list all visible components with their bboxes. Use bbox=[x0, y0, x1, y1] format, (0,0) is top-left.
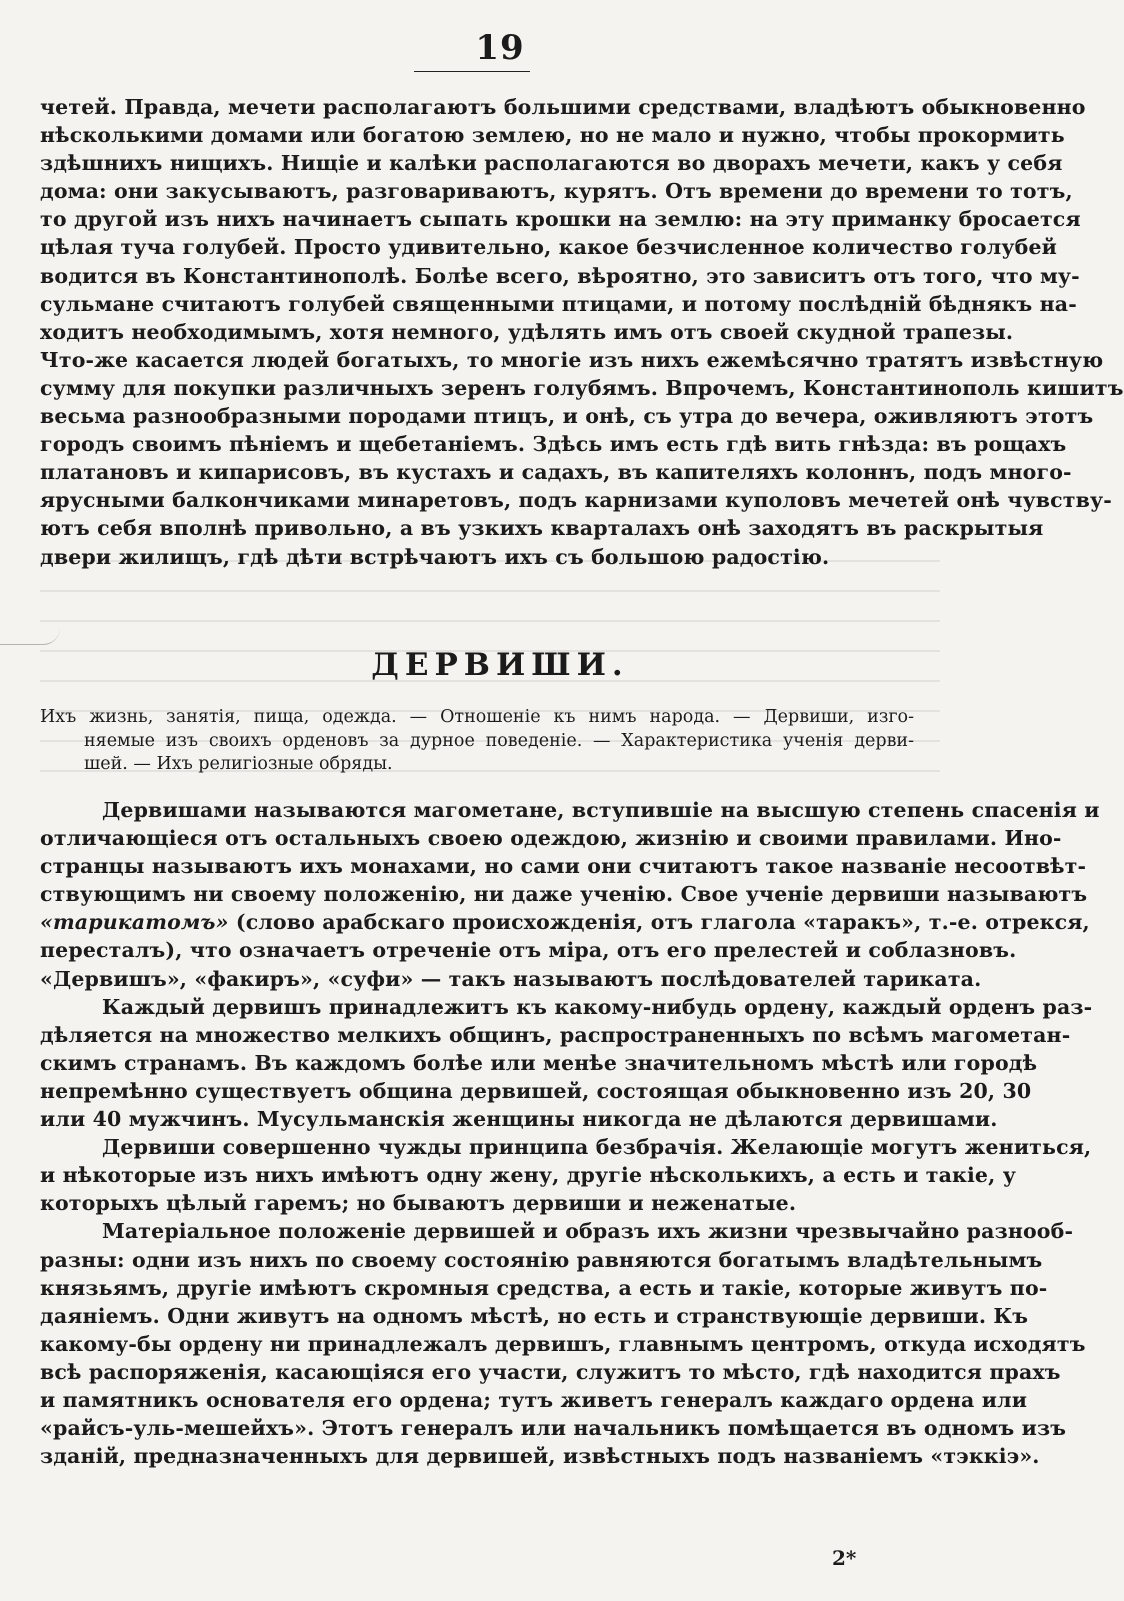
text-line: какому-бы ордену ни принадлежалъ дервишъ, главнымъ центромъ, откуда исходятъ bbox=[40, 1331, 1086, 1356]
term-continuation: (слово арабскаго происхожденія, отъ глагола «таракъ», т.-е. отрекся, bbox=[228, 910, 1090, 935]
text-line: скимъ странамъ. Въ каждомъ болѣе или менѣе значительномъ мѣстѣ или городѣ bbox=[40, 1050, 1038, 1075]
body-text bbox=[40, 796, 1100, 1470]
text-line: и нѣкоторые изъ нихъ имѣютъ одну жену, другіе нѣсколькихъ, а есть и такіе, у bbox=[40, 1163, 1016, 1188]
summary-line: няемые изъ своихъ орденовъ за дурное поведеніе. — Характеристика ученія дерви- bbox=[84, 730, 914, 751]
text-line: платановъ и кипарисовъ, въ кустахъ и садахъ, въ капителяхъ колоннъ, подъ много- bbox=[40, 460, 1072, 485]
italic-term: «тарикатомъ» bbox=[40, 910, 229, 935]
text-line: разны: одни изъ нихъ по своему состоянію равняются богатымъ владѣтельнымъ bbox=[40, 1247, 1043, 1272]
text-line: городъ своимъ пѣніемъ и щебетаніемъ. Здѣсь имъ есть гдѣ вить гнѣзда: въ рощахъ bbox=[40, 432, 1067, 457]
text-line: ярусными балкончиками минаретовъ, подъ карнизами куполовъ мечетей онѣ чувству- bbox=[40, 488, 1112, 513]
text-line: ютъ себя вполнѣ привольно, а въ узкихъ кварталахъ онѣ заходятъ въ раскрытыя bbox=[40, 516, 1044, 541]
text-line: «райсъ-уль-мешейхъ». Этотъ генералъ или начальникъ помѣщается въ одномъ изъ bbox=[40, 1416, 1067, 1441]
text-line: ходитъ необходимымъ, хотя немного, удѣлять имъ отъ своей скудной трапезы. bbox=[40, 319, 1014, 344]
text-line: двери жилищъ, гдѣ дѣти встрѣчаютъ ихъ съ большою радостію. bbox=[40, 544, 830, 569]
text-line: Что-же касается людей богатыхъ, то многіе изъ нихъ ежемѣсячно тратятъ извѣстную bbox=[40, 347, 1104, 372]
section-title: ДЕРВИШИ. bbox=[371, 647, 629, 683]
text-line: весьма разнообразными породами птицъ, и онѣ, съ утра до вечера, оживляютъ этотъ bbox=[40, 404, 1094, 429]
signature-mark: 2* bbox=[832, 1546, 857, 1570]
text-line: которыхъ цѣлый гаремъ; но бываютъ дервиши и неженатые. bbox=[40, 1191, 797, 1216]
top-paragraph bbox=[40, 93, 1124, 571]
text-line: сумму для покупки различныхъ зеренъ голубямъ. Впрочемъ, Константинополь кишитъ bbox=[40, 375, 1124, 400]
text-line: или 40 мужчинъ. Мусульманскія женщины никогда не дѣлаются дервишами. bbox=[40, 1107, 998, 1132]
page-number: 19 bbox=[475, 28, 525, 68]
text-line: непремѣнно существуетъ община дервишей, состоящая обыкновенно изъ 20, 30 bbox=[40, 1078, 1032, 1103]
text-line: Дервишами называются магометане, вступившіе на высшую степень спасенія и bbox=[102, 798, 1100, 822]
text-line-with-term bbox=[40, 908, 1090, 936]
text-line: даяніемъ. Одни живутъ на одномъ мѣстѣ, но есть и странствующіе дервиши. Къ bbox=[40, 1303, 1029, 1328]
text-line: четей. Правда, мечети располагаютъ большими средствами, владѣютъ обыкновенно bbox=[40, 95, 1086, 119]
text-line: водится въ Константинополѣ. Болѣе всего, вѣроятно, это зависитъ отъ того, что му- bbox=[40, 263, 1080, 288]
section-summary bbox=[40, 706, 914, 777]
text-line: зданій, предназначенныхъ для дервишей, извѣстныхъ подъ названіемъ «тэккіэ». bbox=[40, 1444, 1040, 1469]
text-line: пересталъ), что означаетъ отреченіе отъ міра, отъ его прелестей и соблазновъ. bbox=[40, 938, 1017, 963]
text-line: дѣляется на множество мелкихъ общинъ, распространенныхъ по всѣмъ магометан- bbox=[40, 1022, 1071, 1047]
text-line: ствующимъ ни своему положенію, ни даже ученію. Свое ученіе дервиши называютъ bbox=[40, 882, 1088, 907]
text-line: всѣ распоряженія, касающіяся его участи, служитъ то мѣсто, гдѣ находится прахъ bbox=[40, 1359, 1061, 1384]
text-line: нѣсколькими домами или богатою землею, но не мало и нужно, чтобы прокормить bbox=[40, 123, 1065, 148]
text-line: цѣлая туча голубей. Просто удивительно, какое безчисленное количество голубей bbox=[40, 235, 1058, 260]
margin-pencil-mark bbox=[0, 628, 60, 645]
text-line: сульмане считаютъ голубей священными птицами, и потому послѣдній бѣднякъ на- bbox=[40, 291, 1077, 316]
page-number-rule bbox=[414, 71, 530, 72]
text-line: «Дервишъ», «факиръ», «суфи» — такъ называютъ послѣдователей тариката. bbox=[40, 966, 982, 991]
text-line: дома: они закусываютъ, разговариваютъ, курятъ. Отъ времени до времени то тотъ, bbox=[40, 179, 1073, 204]
text-line: то другой изъ нихъ начинаетъ сыпать крошки на землю: на эту приманку бросается bbox=[40, 207, 1081, 232]
summary-line: шей. — Ихъ религіозные обряды. bbox=[84, 754, 393, 774]
text-line: отличающіеся отъ остальныхъ своею одеждою, жизнію и своими правилами. Ино- bbox=[40, 826, 1062, 851]
text-line: и памятникъ основателя его ордена; тутъ живетъ генералъ каждаго ордена или bbox=[40, 1387, 1028, 1412]
text-line: Дервиши совершенно чужды принципа безбрачія. Желающіе могутъ жениться, bbox=[102, 1135, 1092, 1160]
summary-line: Ихъ жизнь, занятія, пища, одежда. — Отношеніе къ нимъ народа. — Дервиши, изго- bbox=[40, 707, 914, 727]
text-line: Каждый дервишъ принадлежитъ къ какому-нибудь ордену, каждый орденъ раз- bbox=[102, 994, 1093, 1019]
text-line: Матеріальное положеніе дервишей и образъ ихъ жизни чрезвычайно разнооб- bbox=[102, 1219, 1074, 1244]
text-line: странцы называютъ ихъ монахами, но сами они считаютъ такое названіе несоотвѣт- bbox=[40, 854, 1087, 879]
text-line: князьямъ, другіе имѣютъ скромныя средства, а есть и такіе, которые живутъ по- bbox=[40, 1275, 1048, 1300]
text-line: здѣшнихъ нищихъ. Нищіе и калѣки располагаются во дворахъ мечети, какъ у себя bbox=[40, 151, 1063, 176]
